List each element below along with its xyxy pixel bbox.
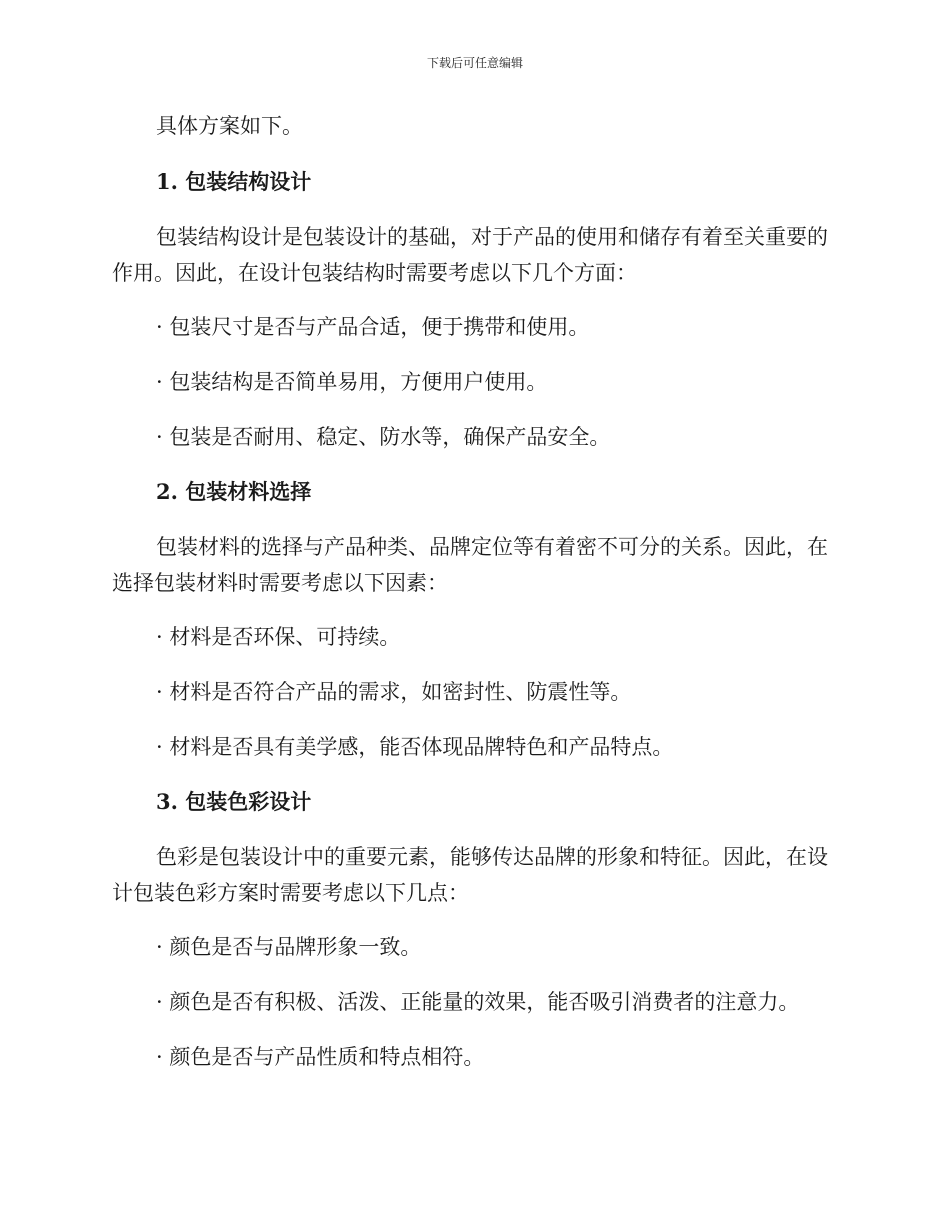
list-item: · 包装尺寸是否与产品合适，便于携带和使用。 xyxy=(156,315,590,339)
list-item: · 颜色是否与品牌形象一致。 xyxy=(156,935,422,959)
list-item: · 包装是否耐用、稳定、防水等，确保产品安全。 xyxy=(156,425,611,449)
section-paragraph-structure: 包装结构设计是包装设计的基础，对于产品的使用和储存有着至关重要的作用。因此，在设计包装结构时需要考虑以下几个方面： xyxy=(112,225,828,285)
list-item: · 包装结构是否简单易用，方便用户使用。 xyxy=(156,370,548,394)
page-header-note: 下载后可任意编辑 xyxy=(426,56,523,70)
list-item: · 材料是否环保、可持续。 xyxy=(156,625,401,649)
section-paragraph-color: 色彩是包装设计中的重要元素，能够传达品牌的形象和特征。因此，在设计包装色彩方案时需要考虑以下几点： xyxy=(112,845,828,905)
list-item: · 材料是否符合产品的需求，如密封性、防震性等。 xyxy=(156,680,632,704)
intro-paragraph: 具体方案如下。 xyxy=(156,114,303,138)
list-item: · 颜色是否有积极、活泼、正能量的效果，能否吸引消费者的注意力。 xyxy=(156,990,800,1014)
section-paragraph-materials: 包装材料的选择与产品种类、品牌定位等有着密不可分的关系。因此，在选择包装材料时需要考虑以下因素： xyxy=(112,535,828,595)
section-heading-structure: 1. 包装结构设计 xyxy=(156,169,312,194)
section-heading-color: 3. 包装色彩设计 xyxy=(156,789,312,814)
list-item: · 颜色是否与产品性质和特点相符。 xyxy=(156,1045,485,1069)
list-item: · 材料是否具有美学感，能否体现品牌特色和产品特点。 xyxy=(156,735,674,759)
section-heading-materials: 2. 包装材料选择 xyxy=(156,479,312,504)
document-body xyxy=(112,108,832,1094)
